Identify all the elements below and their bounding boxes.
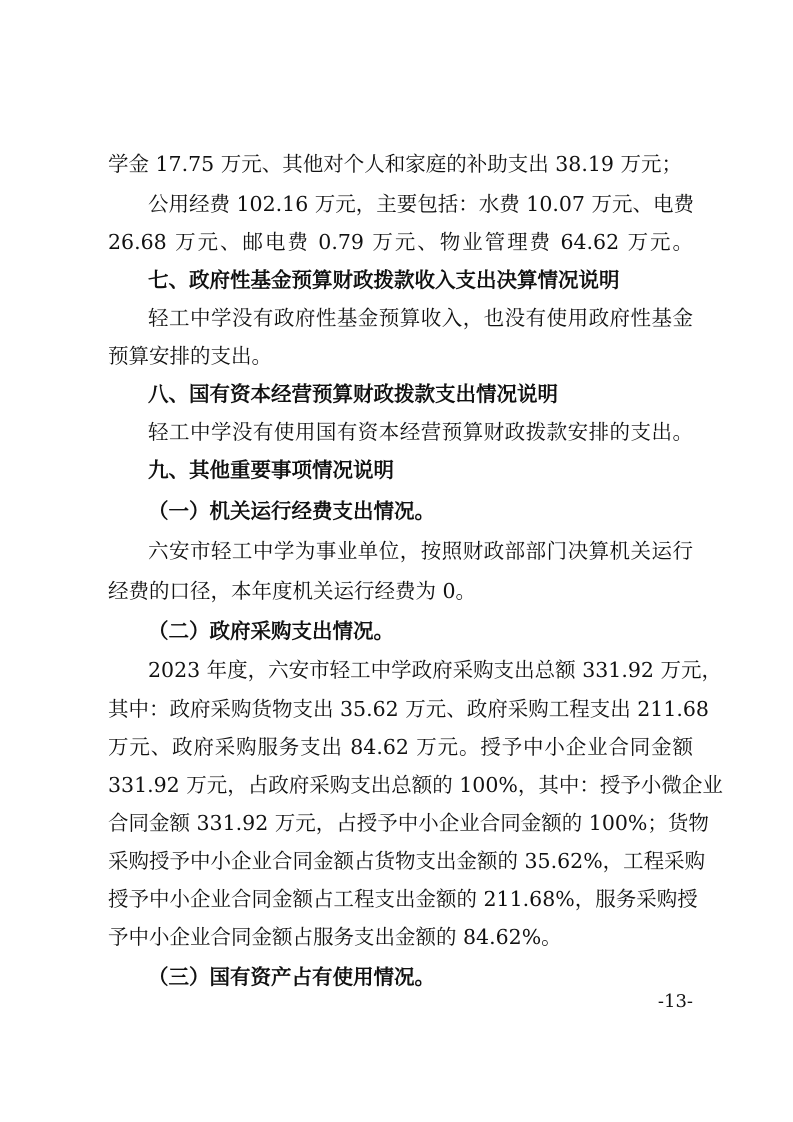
paragraph-line: 轻工中学没有政府性基金预算收入，也没有使用政府性基金	[148, 306, 693, 330]
section-heading-8: 八、国有资本经营预算财政拨款支出情况说明	[148, 382, 558, 406]
paragraph-line: 26.68 万元、邮电费 0.79 万元、物业管理费 64.62 万元。	[108, 230, 693, 254]
paragraph-line: 学金 17.75 万元、其他对个人和家庭的补助支出 38.19 万元；	[108, 152, 682, 176]
subsection-heading-3: （三）国有资产占有使用情况。	[148, 965, 435, 989]
paragraph-line: 万元、政府采购服务支出 84.62 万元。授予中小企业合同金额	[108, 735, 693, 759]
page-number: -13-	[657, 991, 693, 1012]
paragraph-line: 轻工中学没有使用国有资本经营预算财政拨款安排的支出。	[148, 420, 693, 444]
paragraph-line: 六安市轻工中学为事业单位，按照财政部部门决算机关运行	[148, 539, 693, 563]
paragraph-line: 授予中小企业合同金额占工程支出金额的 211.68%，服务采购授	[108, 887, 698, 911]
paragraph-line: 经费的口径，本年度机关运行经费为 0。	[108, 579, 477, 603]
paragraph-line: 采购授予中小企业合同金额占货物支出金额的 35.62%，工程采购	[108, 849, 706, 873]
paragraph-line: 2023 年度，六安市轻工中学政府采购支出总额 331.92 万元，	[148, 658, 722, 682]
subsection-heading-2: （二）政府采购支出情况。	[148, 619, 394, 643]
subsection-heading-1: （一）机关运行经费支出情况。	[148, 499, 435, 523]
paragraph-line: 予中小企业合同金额占服务支出金额的 84.62%。	[108, 925, 562, 949]
paragraph-line: 公用经费 102.16 万元，主要包括：水费 10.07 万元、电费	[148, 192, 694, 216]
paragraph-line: 其中：政府采购货物支出 35.62 万元、政府采购工程支出 211.68	[108, 697, 709, 721]
paragraph-line: 预算安排的支出。	[108, 344, 272, 368]
section-heading-9: 九、其他重要事项情况说明	[148, 458, 394, 482]
section-heading-7: 七、政府性基金预算财政拨款收入支出决算情况说明	[148, 268, 620, 292]
paragraph-line: 331.92 万元，占政府采购支出总额的 100%，其中：授予小微企业	[108, 773, 723, 797]
paragraph-line: 合同金额 331.92 万元，占授予中小企业合同金额的 100%；货物	[108, 811, 709, 835]
